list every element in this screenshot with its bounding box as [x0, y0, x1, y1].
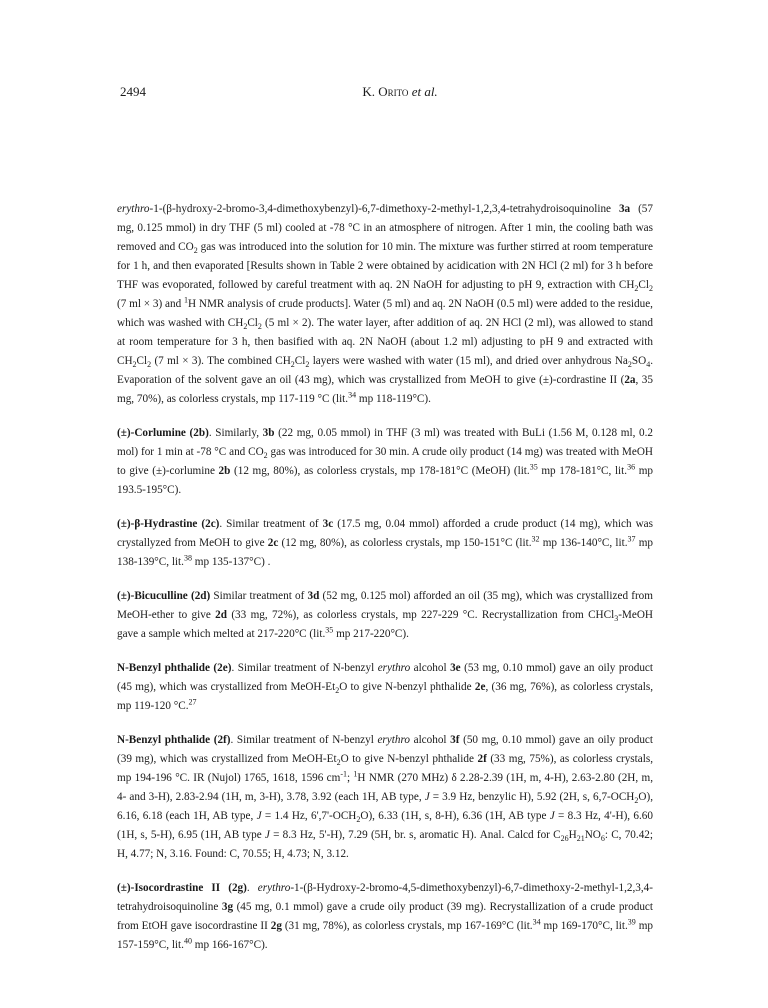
page-number: 2494: [120, 84, 146, 99]
paragraph-cordrastine: erythro-1-(β-hydroxy-2-bromo-3,4-dimethoxybenzyl)-6,7-dimethoxy-2-methyl-1,2,3,4-tetrahydroisoquinoline 3a (57 mg, 0.125 mmol) in dry THF (5 ml) cooled at -78 °C in an atmosphere of nitrogen. After 1 min, the cooling bath was removed and $CO_2$ gas was introduced into the solution for 10 min. The mixture was further stirred at room temperature for 1 h, and then evaporated [Results shown in Table 2 were obtained by acidication with 2N HCl (2 ml) for 3 h before THF was evoporated, followed by careful treatment with aq. 2N NaOH for adjusting to pH 9, extraction with $CH_2Cl_2$ (7 ml × 3) and $^1$H NMR analysis of crude products]. Water (5 ml) and aq. 2N NaOH (0.5 ml) were added to the residue, which was washed with $CH_2Cl_2$ (5 ml × 2). The water layer, after addition of aq. 2N HCl (2 ml), was allowed to stand at room temperature for 3 h, then basified with aq. 2N NaOH (about 1.2 ml) adjusting to pH 9 and extracted with $CH_2Cl_2$ (7 ml × 3). The combined $CH_2Cl_2$ layers were washed with water (15 ml), and dried over anhydrous $Na_2SO_4$. Evaporation of the solvent gave an oil (43 mg), which was crystallized from MeOH to give (±)-cordrastine II (2a, 35 mg, 70%), as colorless crystals, mp 117-119 °C (lit.$^{34}$ mp 118-119°C).: [117, 203, 654, 405]
paragraph-benzyl-phthalide-2e: N-Benzyl phthalide (2e). Similar treatment of N-benzyl erythro alcohol 3e (53 mg, 0.10 mmol) gave an oily product (45 mg), which was crystallized from MeOH-$Et_2O$ to give N-benzyl phthalide 2e, (36 mg, 76%), as colorless crystals, mp 119-120 °C.$^{27}$: [117, 662, 653, 712]
running-head: [120, 84, 680, 100]
body-text: [117, 200, 653, 970]
paragraph-corlumine: (±)-Corlumine (2b). Similarly, 3b (22 mg, 0.05 mmol) in THF (3 ml) was treated with BuLi (1.56 M, 0.128 ml, 0.2 mol) for 1 min at -78 °C and $CO_2$ gas was introduced for 30 min. A crude oily product (14 mg) was treated with MeOH to give (±)-corlumine 2b (12 mg, 80%), as colorless crystals, mp 178-181°C (MeOH) (lit.$^{35}$ mp 178-181°C, lit.$^{36}$ mp 193.5-195°C).: [117, 427, 654, 496]
running-head-etal: et al.: [411, 84, 438, 99]
running-head-author: K. Orito: [362, 84, 409, 99]
paragraph-hydrastine: (±)-β-Hydrastine (2c). Similar treatment of 3c (17.5 mg, 0.04 mmol) afforded a crude product (14 mg), which was crystallyzed from MeOH to give 2c (12 mg, 80%), as colorless crystals, mp 150-151°C (lit.$^{32}$ mp 136-140°C, lit.$^{37}$ mp 138-139°C, lit.$^{38}$ mp 135-137°C) .: [117, 518, 653, 568]
paragraph-benzyl-phthalide-2f: N-Benzyl phthalide (2f). Similar treatment of N-benzyl erythro alcohol 3f (50 mg, 0.10 mmol) gave an oily product (39 mg), which was crystallized from MeOH-$Et_2O$ to give N-benzyl phthalide 2f (33 mg, 75%), as colorless crystals, mp 194-196 °C. IR (Nujol) 1765, 1618, 1596 $cm^{-1}$; $^1$H NMR (270 MHz) δ 2.28-2.39 (1H, m, 4-H), 2.63-2.80 (2H, m, 4- and 3-H), 2.83-2.94 (1H, m, 3-H), 3.78, 3.92 (each 1H, AB type, J = 3.9 Hz, benzylic H), 5.92 (2H, s, $6,7-OCH_2O$), 6.16, 6.18 (each 1H, AB type, J = 1.4 Hz, $6',7'-OCH_2O$), 6.33 (1H, s, 8-H), 6.36 (1H, AB type J = 8.3 Hz, 4'-H), 6.60 (1H, s, 5-H), 6.95 (1H, AB type J = 8.3 Hz, 5'-H), 7.29 (5H, br. s, aromatic H). Anal. Calcd for $C_{26}H_{21}NO_6$: C, 70.42; H, 4.77; N, 3.16. Found: C, 70.55; H, 4.73; N, 3.12.: [117, 734, 654, 860]
paragraph-isocordrastine: (±)-Isocordrastine II (2g). erythro-1-(β-Hydroxy-2-bromo-4,5-dimethoxybenzyl)-6,7-dimethoxy-2-methyl-1,2,3,4-tetrahydroisoquinoline 3g (45 mg, 0.1 mmol) gave a crude oily product (39 mg). Recrystallization of a crude product from EtOH gave isocordrastine II 2g (31 mg, 78%), as colorless crystals, mp 167-169°C (lit.$^{34}$ mp 169-170°C, lit.$^{39}$ mp 157-159°C, lit.$^{40}$ mp 166-167°C).: [117, 882, 653, 951]
paragraph-bicuculline: (±)-Bicuculline (2d) Similar treatment of 3d (52 mg, 0.125 mol) afforded an oil (35 mg), which was crystallized from MeOH-ether to give 2d (33 mg, 72%), as colorless crystals, mp 227-229 °C. Recrystallization from CHCl$_3$-MeOH gave a sample which melted at 217-220°C (lit.$^{35}$ mp 217-220°C).: [117, 590, 653, 640]
page-header: [120, 84, 680, 104]
